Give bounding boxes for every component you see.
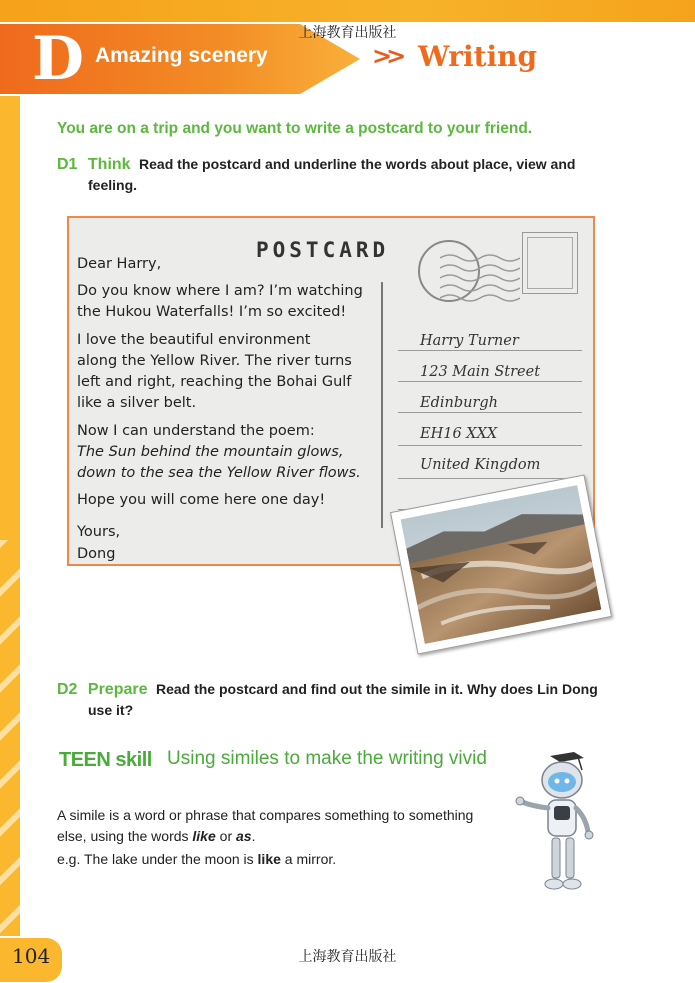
publisher-watermark-top: 上海教育出版社 bbox=[298, 25, 397, 41]
postcard-title: POSTCARD bbox=[256, 238, 390, 262]
task-instruction-cont: use it? bbox=[88, 702, 134, 718]
address-line bbox=[398, 478, 582, 479]
left-margin-pattern bbox=[0, 540, 20, 940]
address-postcode: EH16 XXX bbox=[420, 426, 498, 442]
task-d2 bbox=[57, 679, 627, 721]
postcard-line: I love the beautiful environment bbox=[77, 332, 311, 348]
postcard-poem-line: The Sun behind the mountain glows, bbox=[77, 444, 344, 460]
unit-letter: D bbox=[32, 24, 85, 94]
page-number: 104 bbox=[12, 944, 51, 968]
task-label: Prepare bbox=[87, 681, 148, 698]
keyword-like: like bbox=[192, 828, 216, 844]
postcard-greeting: Dear Harry, bbox=[77, 256, 162, 272]
robot-mascot-icon bbox=[512, 752, 608, 902]
postcard-line: Hope you will come here one day! bbox=[77, 492, 326, 508]
address-city: Edinburgh bbox=[420, 395, 499, 411]
postcard-divider bbox=[381, 282, 383, 528]
unit-title: Amazing scenery bbox=[95, 44, 268, 67]
address-line bbox=[398, 445, 582, 446]
definition-text: else, using the words bbox=[57, 828, 193, 844]
task-code: D1 bbox=[57, 156, 78, 173]
task-instruction: Read the postcard and find out the simile in it. Why does Lin Dong bbox=[155, 681, 598, 697]
postcard-line: along the Yellow River. The river turns bbox=[77, 353, 352, 369]
top-strip bbox=[0, 0, 695, 22]
keyword-as: as bbox=[236, 828, 252, 844]
definition-text: or bbox=[215, 828, 236, 844]
postcard-line: Now I can understand the poem: bbox=[77, 423, 315, 439]
teen-skill-heading: Using similes to make the writing vivid bbox=[167, 748, 487, 769]
address-line bbox=[398, 381, 582, 382]
simile-definition bbox=[57, 805, 507, 847]
publisher-watermark-bottom: 上海教育出版社 bbox=[298, 949, 397, 965]
definition-text: A simile is a word or phrase that compares something to something bbox=[57, 807, 474, 823]
postcard-poem-line: down to the sea the Yellow River flows. bbox=[77, 465, 361, 481]
postcard-signature: Dong bbox=[77, 546, 116, 562]
task-intro: You are on a trip and you want to write a postcard to your friend. bbox=[57, 120, 533, 137]
waterfall-image bbox=[401, 485, 602, 644]
task-instruction-cont: feeling. bbox=[88, 177, 138, 193]
task-instruction: Read the postcard and underline the words about place, view and bbox=[139, 156, 576, 172]
address-name: Harry Turner bbox=[420, 333, 519, 349]
address-street: 123 Main Street bbox=[420, 364, 541, 380]
task-label: Think bbox=[87, 156, 131, 173]
stamp-inner-outline bbox=[527, 237, 573, 289]
task-code: D2 bbox=[57, 681, 78, 698]
address-line bbox=[398, 350, 582, 351]
postcard-line: left and right, reaching the Bohai Gulf bbox=[77, 374, 352, 390]
example-text: e.g. The lake under the moon is bbox=[57, 851, 258, 867]
postcard-line: like a silver belt. bbox=[77, 395, 197, 411]
postmark-waves-icon bbox=[440, 252, 520, 304]
postcard-line: the Hukou Waterfalls! I’m so excited! bbox=[77, 304, 347, 320]
address-line bbox=[398, 412, 582, 413]
example-text: a mirror. bbox=[280, 851, 337, 867]
example-keyword: like bbox=[257, 851, 281, 867]
double-chevron-icon: >> bbox=[372, 42, 401, 70]
definition-text: . bbox=[251, 828, 256, 844]
teen-skill-label: TEEN skill bbox=[59, 749, 152, 771]
simile-example bbox=[57, 851, 336, 867]
task-d1 bbox=[57, 154, 627, 196]
postcard-line: Do you know where I am? I’m watching bbox=[77, 283, 363, 299]
address-country: United Kingdom bbox=[420, 457, 541, 473]
postcard-closing: Yours, bbox=[77, 524, 121, 540]
section-title: Writing bbox=[418, 40, 538, 73]
